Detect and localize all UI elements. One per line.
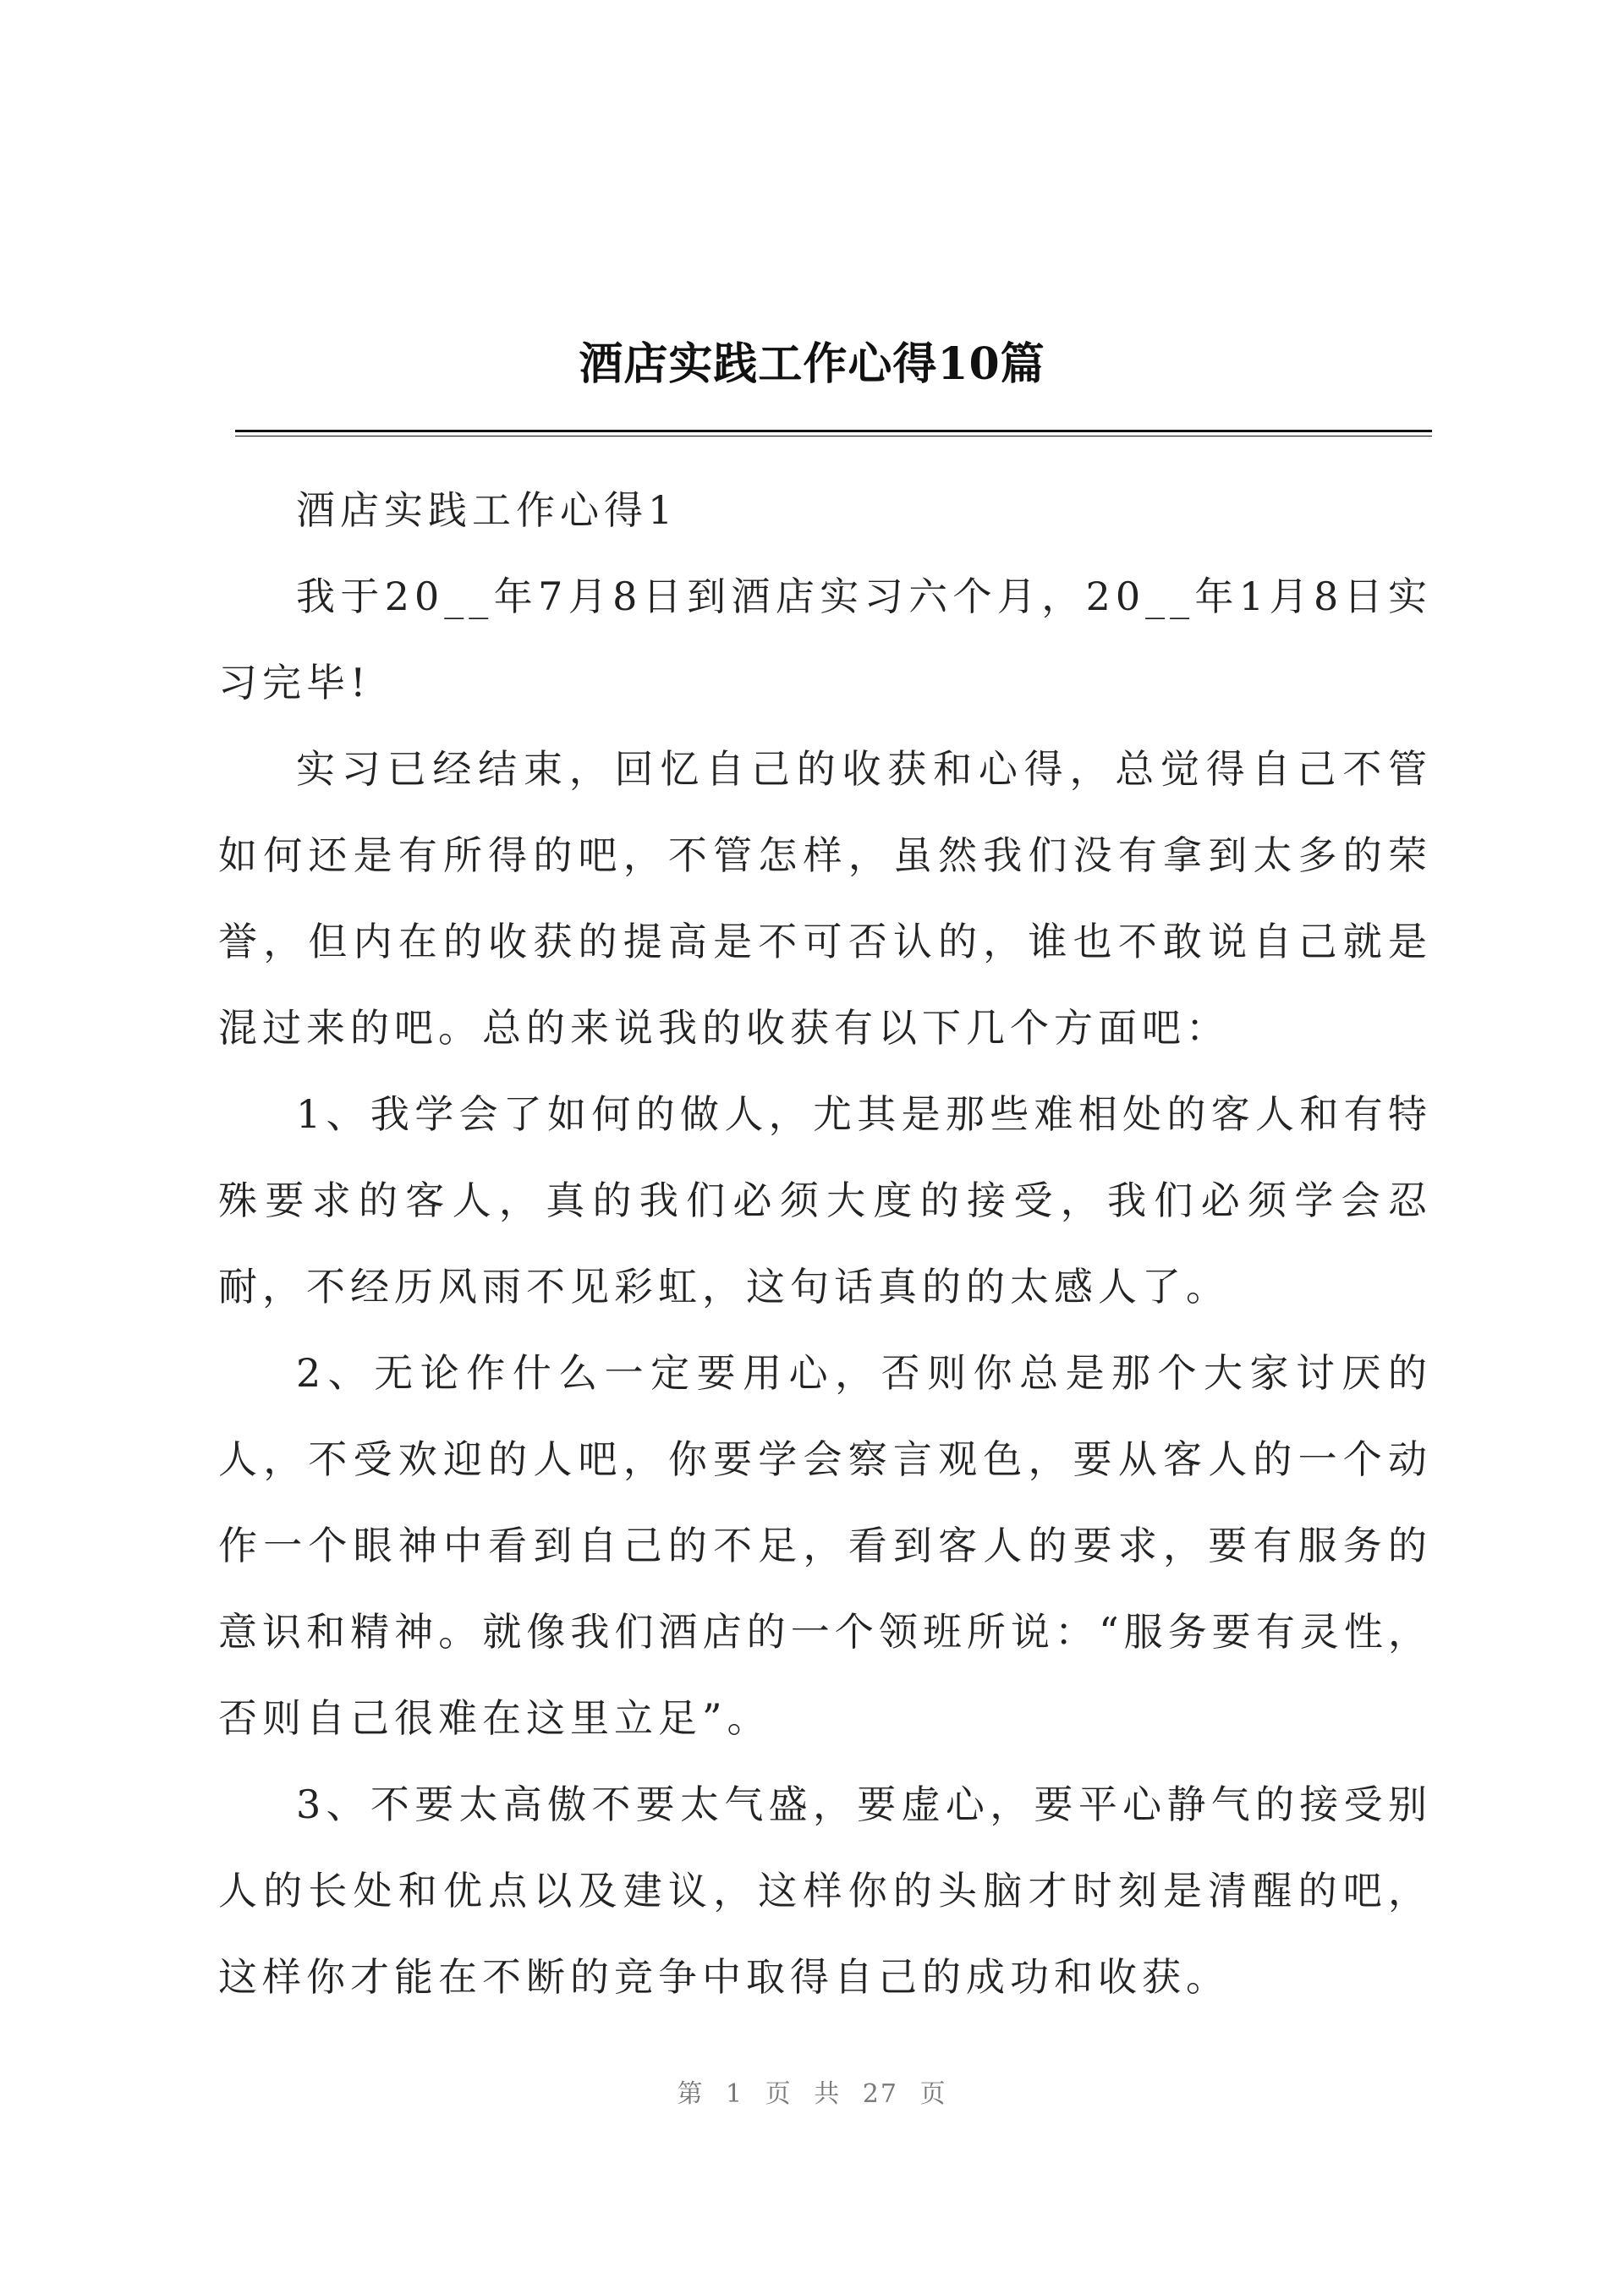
document-title: 酒店实践工作心得10篇 [579,338,1045,390]
body-paragraph: 我于20__年7月8日到酒店实习六个月，20__年1月8日实习完毕! [218,574,1432,706]
title-divider [235,430,1432,436]
body-paragraph: 3、不要太高傲不要太气盛，要虚心，要平心静气的接受别人的长处和优点以及建议，这样你的头脑才时刻是清醒的吧，这样你才能在不断的竞争中取得自己的成功和收获。 [218,1782,1432,2000]
document-body [218,467,1432,2020]
body-paragraph: 1、我学会了如何的做人，尤其是那些难相处的客人和有特殊要求的客人，真的我们必须大度的接受，我们必须学会忍耐，不经历风雨不见彩虹，这句话真的的太感人了。 [218,1091,1432,1309]
body-paragraph: 2、无论作什么一定要用心，否则你总是那个大家讨厌的人，不受欢迎的人吧，你要学会察言观色，要从客人的一个动作一个眼神中看到自己的不足，看到客人的要求，要有服务的意识和精神。就像我们酒店的一个领班所说：“服务要有灵性，否则自己很难在这里立足”。 [218,1350,1432,1741]
section-heading: 酒店实践工作心得1 [296,487,678,533]
body-paragraph: 实习已经结束，回忆自己的收获和心得，总觉得自己不管如何还是有所得的吧，不管怎样，虽然我们没有拿到太多的荣誉，但内在的收获的提高是不可否认的，谁也不敢说自己就是混过来的吧。总的来说我的收获有以下几个方面吧： [218,746,1432,1051]
page-footer: 第 1 页 共 27 页 [677,2079,947,2109]
